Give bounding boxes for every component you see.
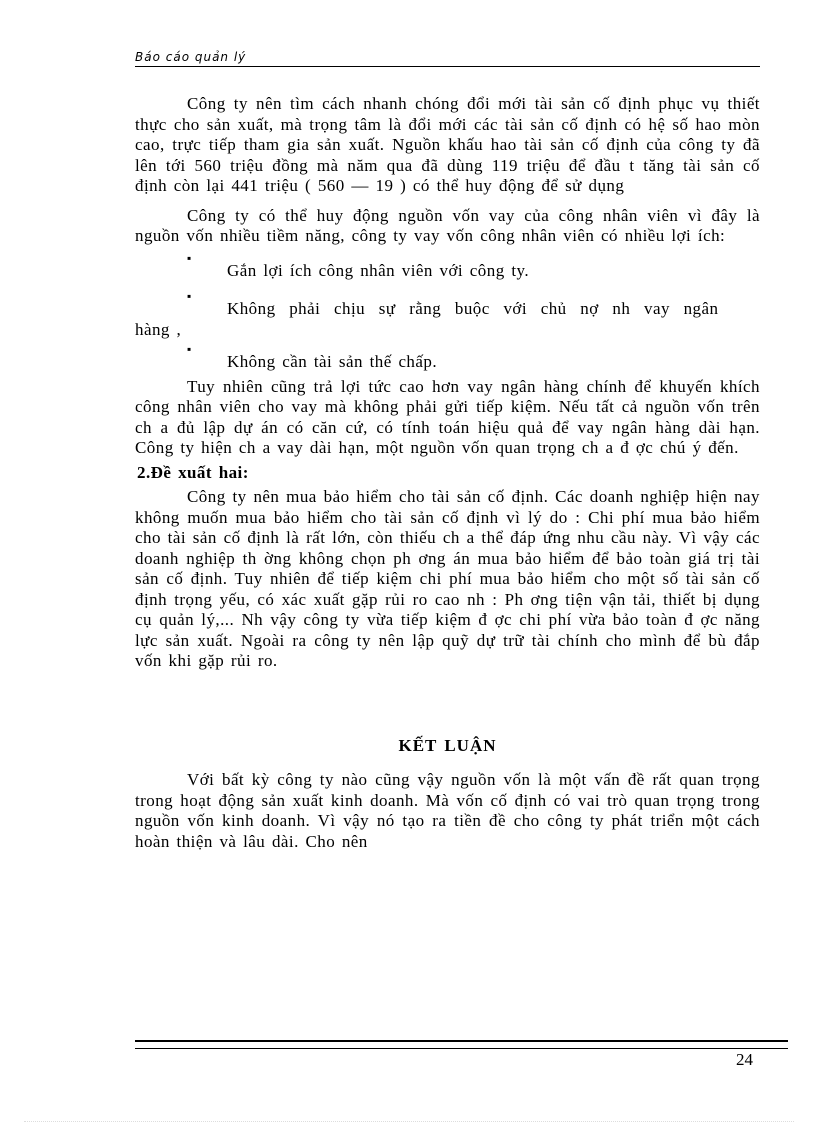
paragraph-employee-loans: Công ty có thể huy động nguồn vốn vay của công nhân viên vì đây là nguồn vốn nhiều tiềm năng, công ty vay vốn công nhân viên có nhiều lợi ích: <box>135 205 760 245</box>
bullet-text: Không phải chịu sự rằng buộc với chủ nợ nh vay ngân <box>227 299 719 318</box>
bullet-icon: ▪ <box>187 342 192 356</box>
bullet-text: Không cần tài sản thế chấp. <box>227 352 438 371</box>
section-heading: 2.Đề xuất hai: <box>137 462 249 482</box>
footer-divider <box>135 1040 788 1049</box>
bullet-icon: ▪ <box>187 250 192 265</box>
paragraph-interest: Tuy nhiên cũng trả lợi tức cao hơn vay ngân hàng chính để khuyến khích công nhân viên cho vay mà không phải gửi tiếp kiệm. Nếu tất cả nguồn vốn trên ch a đủ lập dự án có căn cứ, có tính toán hiệu quả để vay ngân hàng dài hạn. Công ty hiện ch a vay dài hạn, một nguồn vốn quan trọng ch a đ ợc chú ý đến. <box>135 376 760 457</box>
page-number: 24 <box>736 1050 753 1069</box>
page-header <box>135 50 760 67</box>
list-item <box>135 289 760 340</box>
paragraph-fixed-assets: Công ty nên tìm cách nhanh chóng đổi mới tài sản cố định phục vụ thiết thực cho sản xuất, mà trọng tâm là đổi mới các tài sản cố định có hệ số hao mòn cao, trực tiếp tham gia sản xuất. Nguồn khấu hao tài sản cố định của công ty đã lên tới 560 triệu đồng mà năm qua đã dùng 119 triệu để đầu t tăng tài sản cố định còn lại 441 triệu ( 560 — 19 ) có thể huy động để sử dụng <box>135 94 760 195</box>
paragraph-conclusion: Với bất kỳ công ty nào cũng vậy nguồn vốn là một vấn đề rất quan trọng trong hoạt động sản xuất kinh doanh. Mà vốn cố định có vai trò quan trọng trong nguồn vốn kinh doanh. Vì vậy nó tạo ra tiền đề cho công ty phát triển một cách hoàn thiện và lâu dài. Cho nên <box>135 770 760 851</box>
list-item <box>135 342 760 373</box>
page-edge-divider <box>24 1121 794 1122</box>
bullet-text: Gắn lợi ích công nhân viên với công ty. <box>227 260 530 280</box>
paragraph-insurance: Công ty nên mua bảo hiểm cho tài sản cố định. Các doanh nghiệp hiện nay không muốn mua bảo hiểm cho tài sản cố định vì lý do : Chi phí mua bảo hiểm cho tài sản cố định là rất lớn, còn thiếu ch a thể đáp ứng nhu cầu này. Vì vậy các doanh nghiệp th ờng không chọn ph ơng án mua bảo hiểm để bảo toàn giá trị tài sản cố định. Tuy nhiên để tiếp kiệm chi phí mua bảo hiểm cho một số tài sản cố định trọng yếu, có xác xuất gặp rủi ro cao nh : Ph ơng tiện vận tải, thiết bị dụng cụ quản lý,... Nh vậy công ty vừa tiếp kiệm đ ợc chi phí vừa bảo toàn đ ợc năng lực sản xuất. Ngoài ra công ty nên lập quỹ dự trữ tài chính cho mình để bù đắp vốn khi gặp rủi ro. <box>135 487 760 670</box>
list-item <box>135 250 760 282</box>
conclusion-heading: KẾT LUẬN <box>398 735 497 755</box>
bullet-icon: ▪ <box>187 289 192 303</box>
page-content <box>135 94 760 852</box>
header-title: Báo cáo quản lý <box>135 50 247 64</box>
bullet-text-continuation: hàng , <box>135 319 182 339</box>
